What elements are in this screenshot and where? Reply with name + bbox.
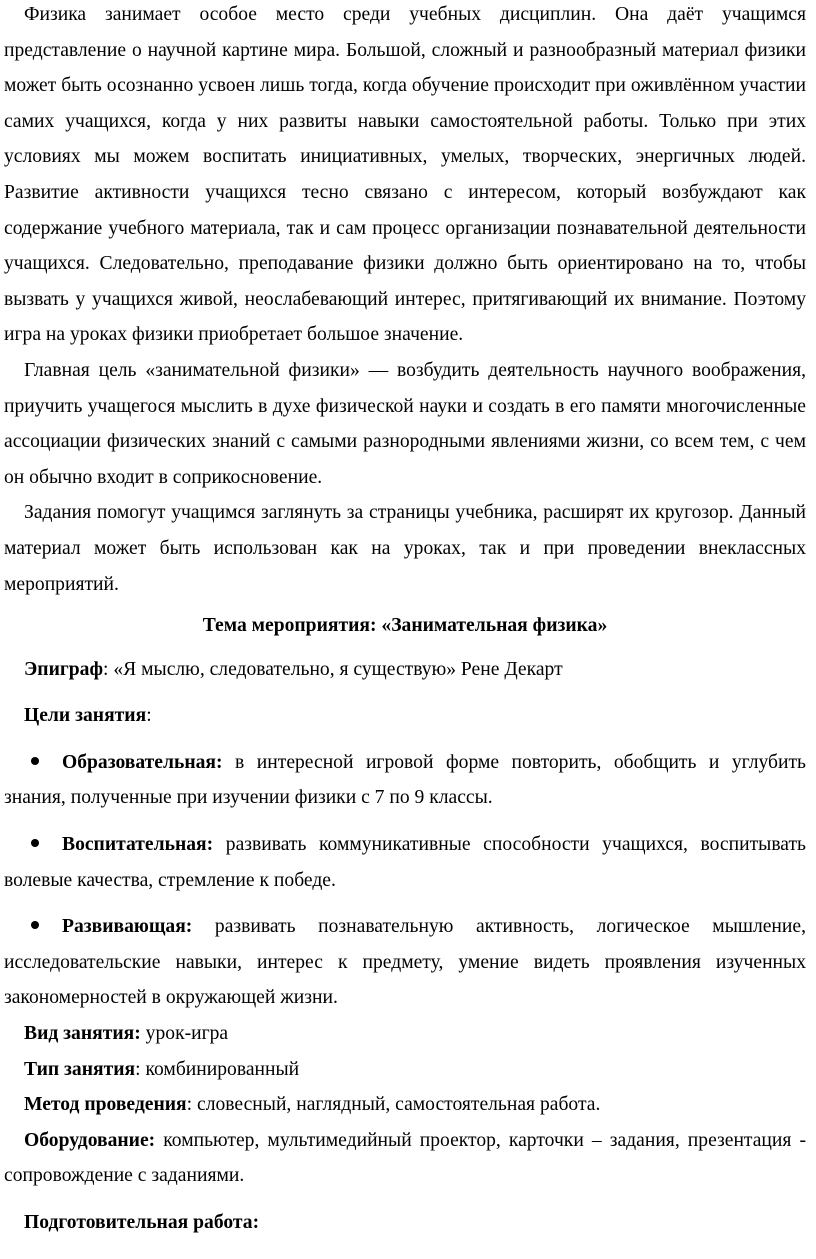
prep-work — [4, 1205, 806, 1241]
intro-paragraph-3: Задания помогут учащимся заглянуть за страницы учебника, расширят их кругозор. Данный материал может быть использован как на уроках, так и при проведении внеклассных мероприятий. — [4, 502, 806, 595]
epigraph-label: Эпиграф — [24, 658, 104, 680]
goals-colon: : — [146, 705, 152, 727]
method-label: Метод проведения — [24, 1094, 187, 1116]
goal-item-educational — [4, 745, 806, 827]
equipment-label: Оборудование: — [24, 1129, 156, 1151]
lesson-kind-label: Вид занятия: — [24, 1023, 141, 1045]
epigraph — [4, 652, 806, 699]
event-title: Тема мероприятия: «Занимательная физика» — [202, 615, 608, 637]
method-text: : словесный, наглядный, самостоятельная работа. — [186, 1094, 601, 1116]
lesson-kind-text: урок-игра — [140, 1023, 229, 1045]
goal-label: Воспитательная: — [62, 834, 214, 856]
intro-paragraph-1: Физика занимает особое место среди учебных дисциплин. Она даёт учащимся представление о научной картине мира. Большой, сложный и разнообразный материал физики может быть осознанно усвоен лишь тогда, когда обучение происходит при оживлённом участии самих учащихся, когда у них развиты навыки самостоятельной работы. Только при этих условиях мы можем воспитать инициативных, умелых, творческих, энергичных людей. Развитие активности учащихся тесно связано с интересом, который возбуждают как содержание учебного материала, так и сам процесс организации познавательной деятельности учащихся. Следовательно, преподавание физики должно быть ориентировано на то, чтобы вызвать у учащихся живой, неослабевающий интерес, притягивающий их внимание. Поэтому игра на уроках физики приобретает большое значение. — [4, 4, 806, 346]
prep-work-label: Подготовительная работа: — [24, 1212, 260, 1233]
lesson-kind — [4, 1016, 806, 1052]
lesson-type-text: : комбинированный — [135, 1058, 300, 1080]
goal-text: развивать познавательную активность, логическое мышление, исследовательские навыки, интерес к предмету, умение видеть проявления изученных закономерностей в окружающей жизни. — [4, 916, 806, 1009]
lesson-type — [4, 1052, 806, 1088]
goal-label: Развивающая: — [62, 916, 193, 938]
goal-label: Образовательная: — [62, 751, 223, 773]
document-body — [4, 0, 806, 1241]
goals-heading — [4, 698, 806, 745]
goal-text: в интересной игровой форме повторить, обобщить и углубить знания, полученные при изучении физики с 7 по 9 классы. — [4, 751, 806, 809]
epigraph-text: : «Я мыслю, следовательно, я существую» Рене Декарт — [103, 658, 563, 680]
goals-label: Цели занятия — [24, 705, 147, 727]
intro-paragraph-2: Главная цель «занимательной физики» — возбудить деятельность научного воображения, приучить учащегося мыслить в духе физической науки и создать в его памяти многочисленные ассоциации физических знаний с самыми разнородными явлениями жизни, со всем тем, с чем он обычно входит в соприкосновение. — [4, 359, 806, 488]
goal-item-upbringing — [4, 827, 806, 909]
goal-text: развивать коммуникативные способности учащихся, воспитывать волевые качества, стремление к победе. — [4, 834, 806, 891]
method — [4, 1087, 806, 1123]
lesson-type-label: Тип занятия — [24, 1058, 136, 1080]
goal-item-developing — [4, 909, 806, 1016]
equipment-text: компьютер, мультимедийный проектор, карточки – задания, презентация - сопровождение с заданиями. — [4, 1129, 806, 1187]
equipment — [4, 1123, 806, 1205]
